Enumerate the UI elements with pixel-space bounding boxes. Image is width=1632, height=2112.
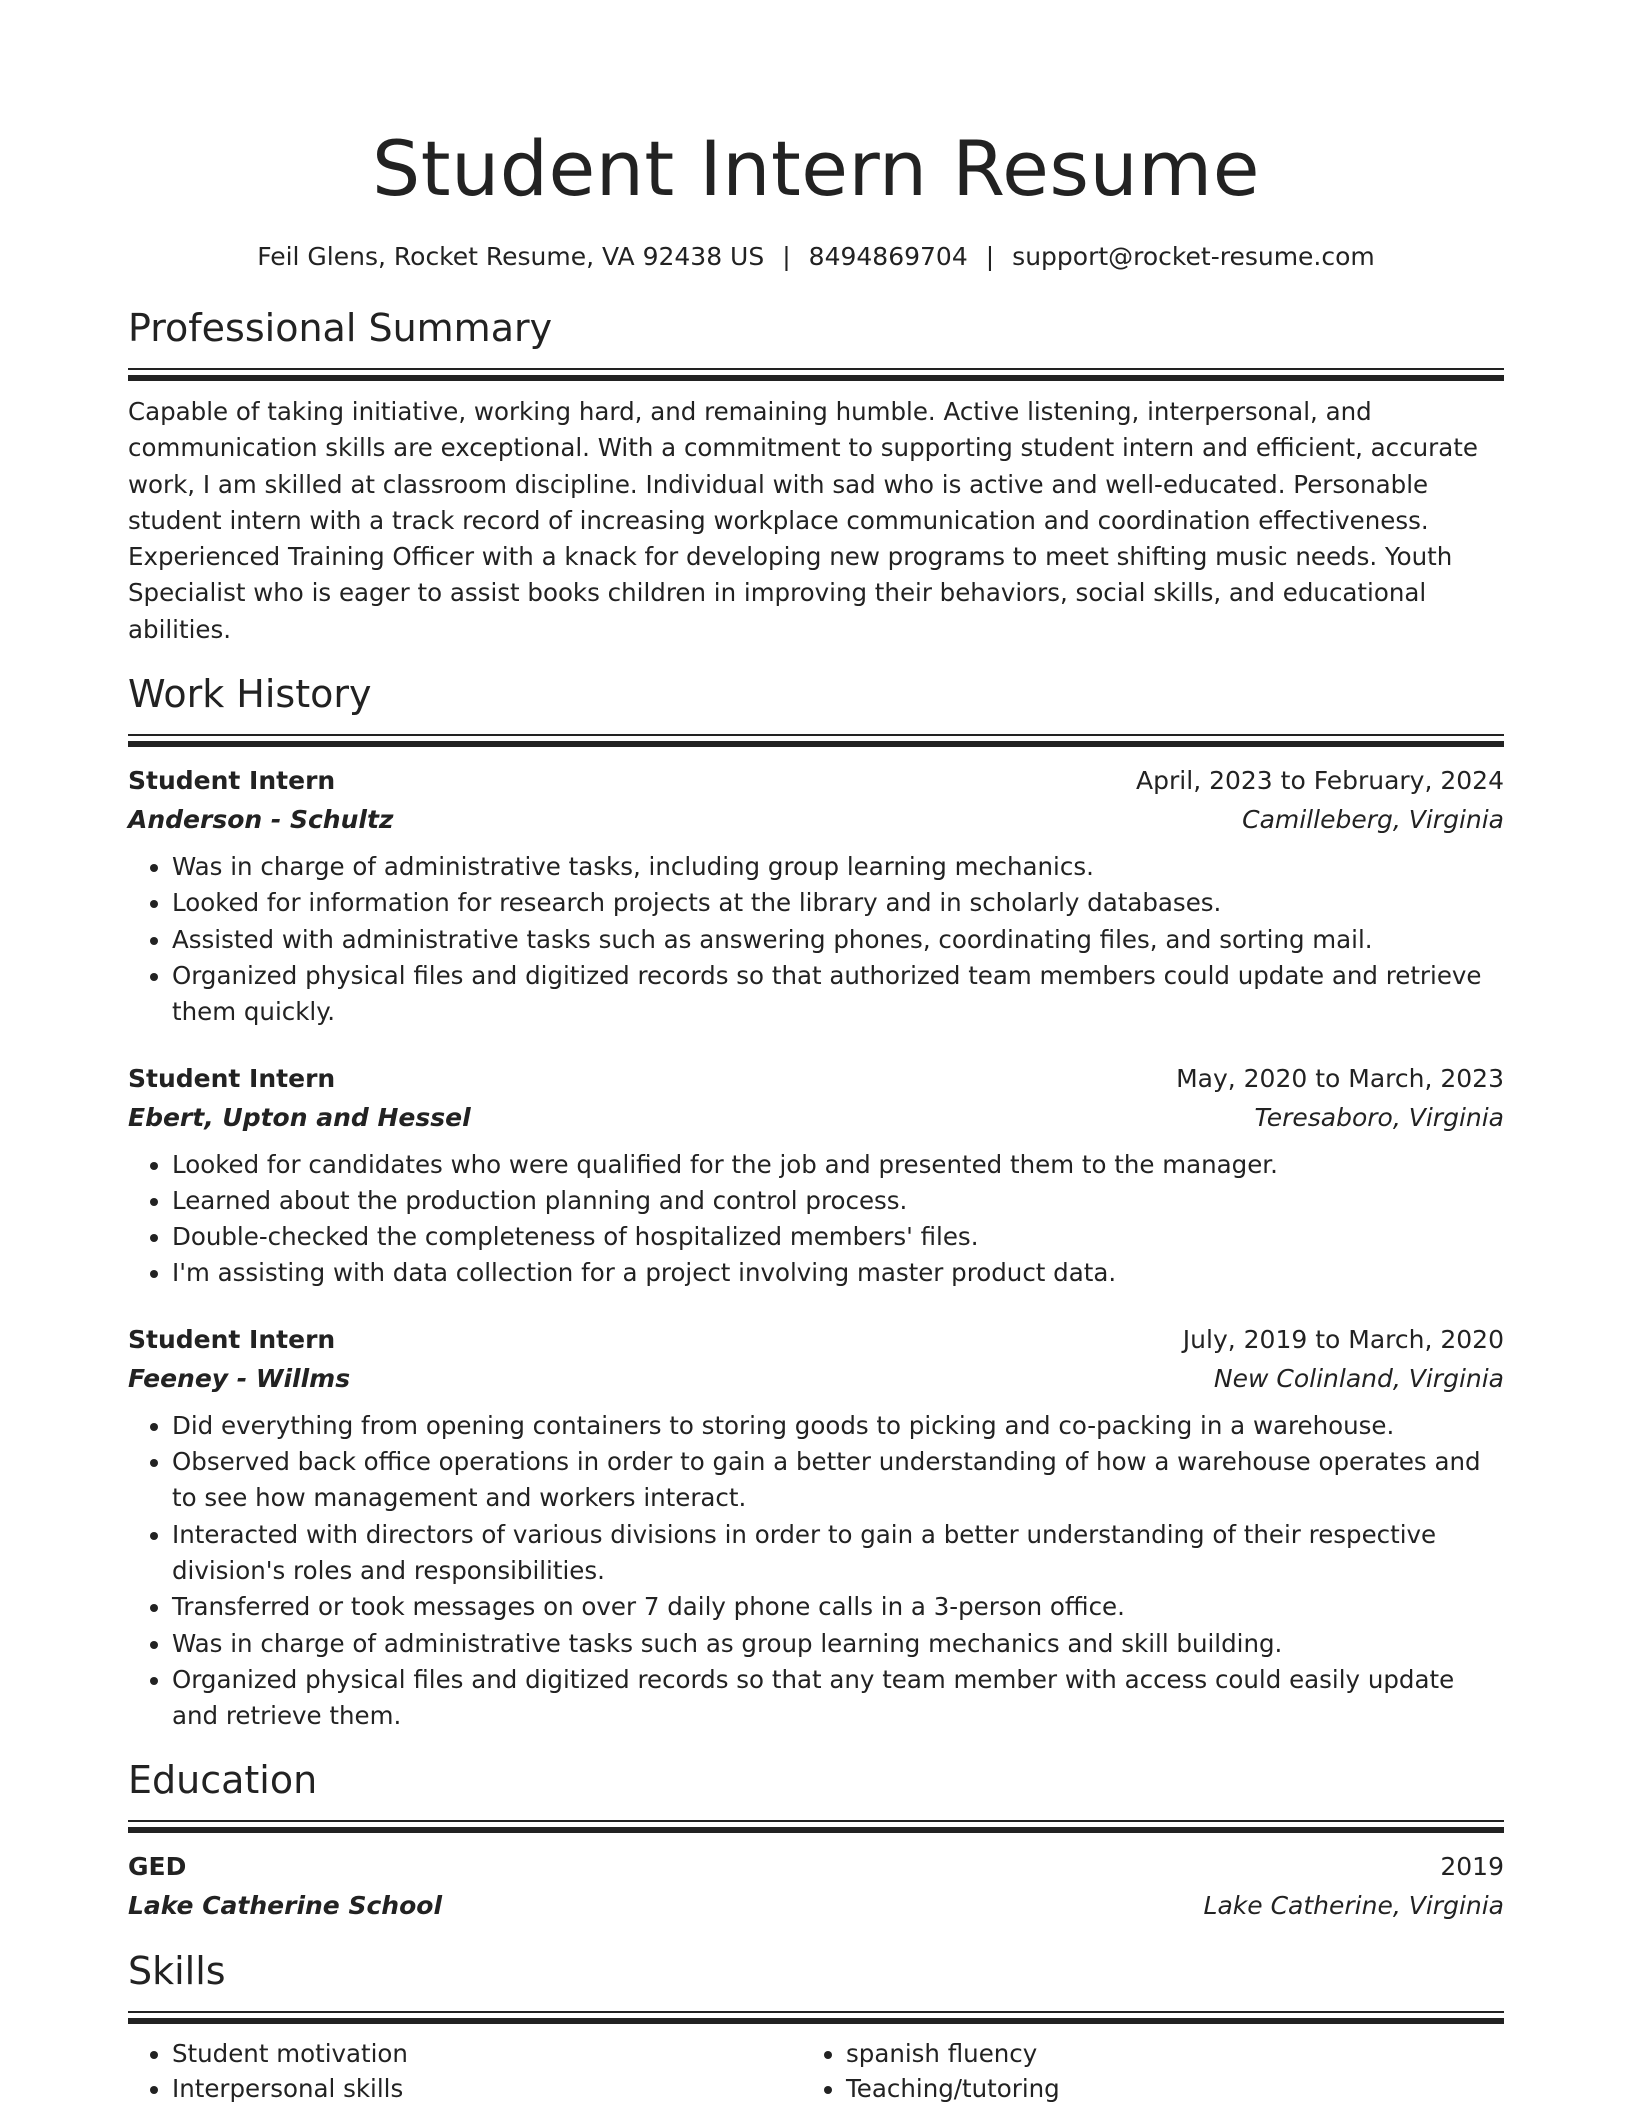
job-location: New Colinland, Virginia [1213, 1363, 1504, 1393]
section-heading-work: Work History [128, 672, 372, 717]
list-item: • Organized physical files and digitized records so that any team member with access could easily update and retrieve them. [172, 1662, 1504, 1735]
list-item: • Was in charge of administrative tasks, including group learning mechanics. [172, 849, 1504, 885]
list-item: • Assisted with administrative tasks such as answering phones, coordinating files, and sorting mail. [172, 922, 1504, 958]
job-bullets [128, 1147, 1504, 1292]
education-degree: GED [128, 1852, 187, 1882]
job-title: Student Intern [128, 766, 336, 796]
section-heading-education: Education [128, 1758, 318, 1803]
list-item: • Looked for candidates who were qualified for the job and presented them to the manager. [172, 1147, 1504, 1183]
job-company: Feeney - Willms [128, 1363, 351, 1393]
list-item: • I'm assisting with data collection for a project involving master product data. [172, 1255, 1504, 1291]
section-divider [128, 734, 1504, 747]
job-bullets [128, 849, 1504, 1030]
job-dates: July, 2019 to March, 2020 [1182, 1324, 1504, 1354]
job-location: Camilleberg, Virginia [1242, 805, 1504, 835]
skills-columns [128, 2036, 1504, 2106]
list-item: • Learned about the production planning and control process. [172, 1183, 1504, 1219]
skill-item: • Interpersonal skills [172, 2071, 802, 2106]
skills-section [128, 1947, 1504, 2106]
job-entry [128, 1320, 1504, 1735]
contact-separator: | [985, 242, 995, 271]
job-entry [128, 1059, 1504, 1292]
skill-item: • spanish fluency [846, 2036, 1476, 2071]
list-item: • Interacted with directors of various divisions in order to gain a better understanding of their respective division's roles and responsibilities. [172, 1517, 1504, 1590]
job-dates: May, 2020 to March, 2023 [1176, 1063, 1504, 1093]
skills-list-right [802, 2036, 1476, 2106]
list-item: • Did everything from opening containers to storing goods to picking and co-packing in a warehouse. [172, 1408, 1504, 1444]
section-heading-summary: Professional Summary [128, 306, 553, 350]
section-divider [128, 2011, 1504, 2024]
section-divider [128, 1820, 1504, 1833]
list-item: • Organized physical files and digitized records so that authorized team members could update and retrieve them quickly. [172, 958, 1504, 1031]
contact-separator: | [782, 242, 791, 271]
job-dates: April, 2023 to February, 2024 [1136, 766, 1504, 796]
section-heading-skills: Skills [128, 1949, 226, 1994]
job-company: Ebert, Upton and Hessel [128, 1102, 471, 1132]
resume-title: Student Intern Resume [372, 124, 1260, 213]
education-year: 2019 [1440, 1852, 1504, 1882]
job-title: Student Intern [128, 1324, 336, 1354]
education-section [128, 1756, 1504, 1925]
job-entry [128, 761, 1504, 1030]
work-section [128, 670, 1504, 1734]
skill-item: • Student motivation [172, 2036, 802, 2071]
contact-line [128, 240, 1504, 274]
summary-section [128, 304, 1504, 648]
list-item: • Looked for information for research projects at the library and in scholarly databases. [172, 885, 1504, 921]
list-item: • Was in charge of administrative tasks such as group learning mechanics and skill building. [172, 1626, 1504, 1662]
job-company: Anderson - Schultz [128, 805, 394, 835]
contact-phone: 8494869704 [808, 242, 968, 271]
job-bullets [128, 1408, 1504, 1735]
list-item: • Double-checked the completeness of hospitalized members' files. [172, 1219, 1504, 1255]
list-item: • Observed back office operations in order to gain a better understanding of how a warehouse operates and to see how management and workers interact. [172, 1444, 1504, 1517]
section-divider [128, 368, 1504, 381]
skill-item: • Teaching/tutoring [846, 2071, 1476, 2106]
contact-email: support@rocket-resume.com [1012, 242, 1375, 271]
job-title: Student Intern [128, 1063, 336, 1093]
education-location: Lake Catherine, Virginia [1203, 1891, 1504, 1921]
resume-page [128, 0, 1504, 2106]
skills-list-left [128, 2036, 802, 2106]
education-entry [128, 1847, 1504, 1925]
job-location: Teresaboro, Virginia [1254, 1102, 1504, 1132]
contact-address: Feil Glens, Rocket Resume, VA 92438 US [257, 242, 765, 271]
education-school: Lake Catherine School [128, 1891, 443, 1921]
summary-text: Capable of taking initiative, working hard, and remaining humble. Active listening, interpersonal, and communication skills are exceptional. With a commitment to supporting student intern and efficient, accurate work, I am skilled at classroom discipline. Individual with sad who is active and well-educated. Personable student intern with a track record of increasing workplace communication and coordination effectiveness. Experienced Training Officer with a knack for developing new programs to meet shifting music needs. Youth Specialist who is eager to assist books children in improving their behaviors, social skills, and educational abilities. [128, 397, 1478, 644]
list-item: • Transferred or took messages on over 7 daily phone calls in a 3-person office. [172, 1589, 1504, 1625]
